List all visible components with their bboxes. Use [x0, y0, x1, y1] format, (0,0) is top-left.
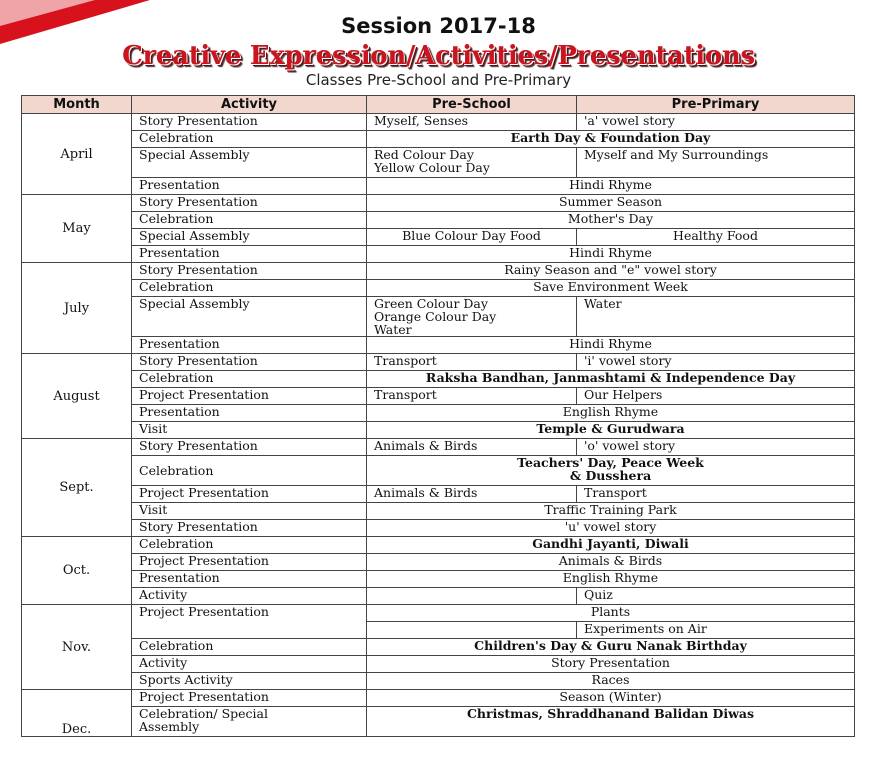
table-row [22, 588, 855, 605]
pre-primary-cell: Quiz [577, 588, 855, 605]
combined-cell: Traffic Training Park [367, 503, 855, 520]
activity-cell: Presentation [132, 571, 367, 588]
pre-school-cell: Animals & Birds [367, 486, 577, 503]
table-row [22, 439, 855, 456]
table-row [22, 246, 855, 263]
cell-line: Red Colour Day [374, 147, 474, 162]
pre-school-cell: Myself, Senses [367, 114, 577, 131]
pre-primary-cell: 'o' vowel story [577, 439, 855, 456]
activity-cell: Presentation [132, 337, 367, 354]
activity-cell: Celebration [132, 371, 367, 388]
activity-cell: Activity [132, 656, 367, 673]
table-row [22, 354, 855, 371]
table-row [22, 388, 855, 405]
cell-line: & Dusshera [569, 468, 652, 483]
activity-cell [132, 707, 367, 737]
cell-line: Water [374, 322, 412, 337]
combined-cell: Plants [367, 605, 855, 622]
table-row [22, 297, 855, 337]
schedule-table [21, 95, 855, 737]
activity-cell: Celebration [132, 131, 367, 148]
activity-cell: Story Presentation [132, 520, 367, 537]
activity-cell: Celebration [132, 456, 367, 486]
combined-cell: English Rhyme [367, 405, 855, 422]
activity-cell: Story Presentation [132, 114, 367, 131]
combined-cell: Summer Season [367, 195, 855, 212]
pre-school-cell: Animals & Birds [367, 439, 577, 456]
month-cell-may: May [22, 195, 132, 263]
table-row [22, 337, 855, 354]
table-row [22, 195, 855, 212]
combined-cell: Season (Winter) [367, 690, 855, 707]
pre-school-cell [367, 588, 577, 605]
table-row [22, 229, 855, 246]
combined-cell: Rainy Season and "e" vowel story [367, 263, 855, 280]
activity-cell: Story Presentation [132, 439, 367, 456]
table-row [22, 371, 855, 388]
activity-cell: Special Assembly [132, 148, 367, 178]
table-row [22, 690, 855, 707]
table-row [22, 503, 855, 520]
cell-line: Yellow Colour Day [374, 160, 490, 175]
table-row [22, 520, 855, 537]
table-row [22, 405, 855, 422]
page-subtitle: Classes Pre-School and Pre-Primary [305, 71, 572, 89]
pre-school-cell: Blue Colour Day Food [367, 229, 577, 246]
page-title: Creative Expression/Activities/Presentations [122, 41, 755, 71]
table-row [22, 456, 855, 486]
table-row [22, 263, 855, 280]
pre-primary-cell: Our Helpers [577, 388, 855, 405]
month-cell-july: July [22, 263, 132, 354]
pre-primary-cell: 'i' vowel story [577, 354, 855, 371]
table-row [22, 673, 855, 690]
combined-cell: English Rhyme [367, 571, 855, 588]
combined-cell: 'u' vowel story [367, 520, 855, 537]
column-header-activity: Activity [132, 96, 367, 114]
table-row [22, 605, 855, 622]
table-row [22, 707, 855, 737]
pre-primary-cell: Experiments on Air [577, 622, 855, 639]
combined-cell: Raksha Bandhan, Janmashtami & Independence Day [367, 371, 855, 388]
pre-school-cell [367, 148, 577, 178]
combined-cell: Children's Day & Guru Nanak Birthday [367, 639, 855, 656]
cell-line: Teachers' Day, Peace Week [517, 455, 704, 470]
activity-cell: Visit [132, 503, 367, 520]
table-row [22, 422, 855, 439]
pre-school-cell: Transport [367, 354, 577, 371]
activity-cell: Special Assembly [132, 229, 367, 246]
month-cell-april: April [22, 114, 132, 195]
activity-cell: Presentation [132, 178, 367, 195]
column-header-pre-school: Pre-School [367, 96, 577, 114]
table-row [22, 537, 855, 554]
combined-cell: Hindi Rhyme [367, 337, 855, 354]
cell-line: Assembly [139, 719, 200, 734]
pre-school-cell: Transport [367, 388, 577, 405]
month-cell-sept: Sept. [22, 439, 132, 537]
combined-cell: Christmas, Shraddhanand Balidan Diwas [367, 707, 855, 737]
activity-cell: Celebration [132, 537, 367, 554]
pre-primary-cell: Myself and My Surroundings [577, 148, 855, 178]
month-cell-august: August [22, 354, 132, 439]
activity-cell: Project Presentation [132, 690, 367, 707]
combined-cell: Races [367, 673, 855, 690]
table-row [22, 571, 855, 588]
combined-cell: Story Presentation [367, 656, 855, 673]
cell-line: Green Colour Day [374, 296, 488, 311]
cell-line: Orange Colour Day [374, 309, 497, 324]
activity-cell: Special Assembly [132, 297, 367, 337]
table-row [22, 280, 855, 297]
column-header-pre-primary: Pre-Primary [577, 96, 855, 114]
combined-cell: Hindi Rhyme [367, 246, 855, 263]
activity-cell: Visit [132, 422, 367, 439]
table-row [22, 486, 855, 503]
pre-primary-cell: Water [577, 297, 855, 337]
activity-cell: Story Presentation [132, 195, 367, 212]
pre-school-cell [367, 622, 577, 639]
table-row [22, 178, 855, 195]
session-title: Session 2017-18 [341, 14, 536, 38]
combined-cell: Animals & Birds [367, 554, 855, 571]
table-row [22, 554, 855, 571]
activity-cell: Sports Activity [132, 673, 367, 690]
activity-cell: Story Presentation [132, 263, 367, 280]
combined-cell: Save Environment Week [367, 280, 855, 297]
combined-cell: Gandhi Jayanti, Diwali [367, 537, 855, 554]
pre-primary-cell: Healthy Food [577, 229, 855, 246]
table-row [22, 131, 855, 148]
activity-cell: Celebration [132, 639, 367, 656]
activity-cell: Project Presentation [132, 388, 367, 405]
pre-school-cell [367, 297, 577, 337]
month-cell-nov: Nov. [22, 605, 132, 690]
activity-cell: Celebration [132, 212, 367, 229]
table-row [22, 114, 855, 131]
combined-cell: Mother's Day [367, 212, 855, 229]
table-row [22, 656, 855, 673]
activity-cell: Presentation [132, 246, 367, 263]
table-row [22, 639, 855, 656]
activity-cell: Project Presentation [132, 554, 367, 571]
month-cell-dec: Dec. [22, 690, 132, 737]
table-header-row [22, 96, 855, 114]
pre-primary-cell: Transport [577, 486, 855, 503]
column-header-month: Month [22, 96, 132, 114]
activity-cell: Story Presentation [132, 354, 367, 371]
activity-cell: Activity [132, 588, 367, 605]
activity-cell: Project Presentation [132, 605, 367, 639]
combined-cell [367, 456, 855, 486]
table-row [22, 148, 855, 178]
table-row [22, 212, 855, 229]
activity-cell: Project Presentation [132, 486, 367, 503]
combined-cell: Temple & Gurudwara [367, 422, 855, 439]
activity-cell: Celebration [132, 280, 367, 297]
combined-cell: Earth Day & Foundation Day [367, 131, 855, 148]
month-cell-oct: Oct. [22, 537, 132, 605]
pre-primary-cell: 'a' vowel story [577, 114, 855, 131]
activity-cell: Presentation [132, 405, 367, 422]
combined-cell: Hindi Rhyme [367, 178, 855, 195]
cell-line: Celebration/ Special [139, 706, 268, 721]
